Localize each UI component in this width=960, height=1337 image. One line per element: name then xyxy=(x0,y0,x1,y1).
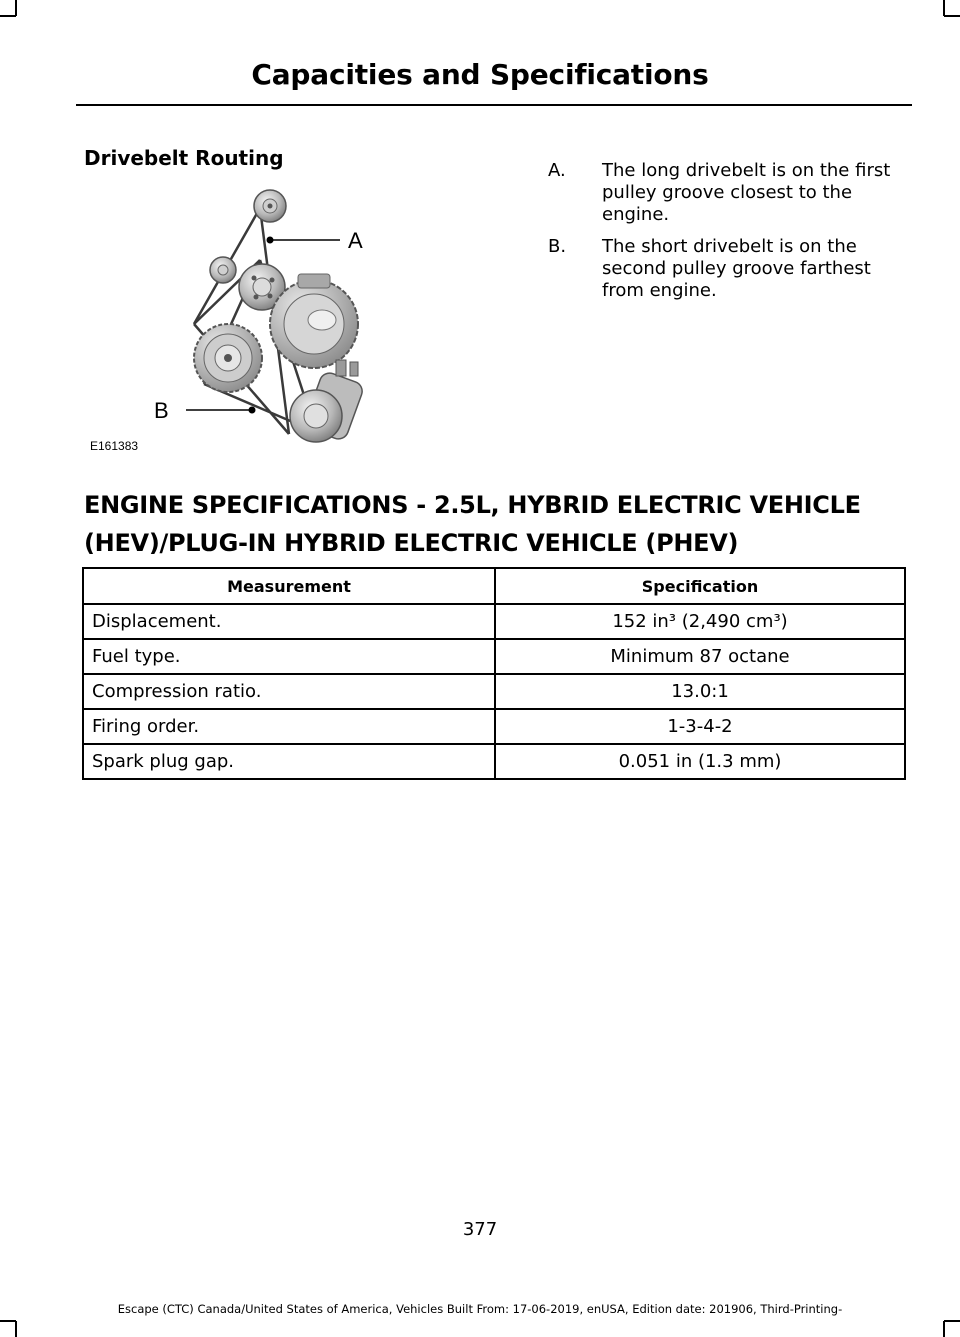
page-title: Capacities and Specifications xyxy=(251,58,709,91)
table-row xyxy=(83,639,905,674)
page-number: 377 xyxy=(462,1219,498,1240)
leader-dot-b xyxy=(249,407,256,414)
table-row xyxy=(83,604,905,639)
drivebelt-diagram xyxy=(84,184,384,456)
callout-item-b xyxy=(548,236,908,302)
crankshaft-pulley xyxy=(194,324,262,392)
footer-text: Escape (CTC) Canada/United States of America, Vehicles Built From: 17-06-2019, enUSA, Edition date: 201906, Third-Printing- xyxy=(117,1302,843,1316)
idler-pulley-top xyxy=(254,190,286,222)
specification-cell: 1-3-4-2 xyxy=(495,709,905,744)
measurement-cell: Spark plug gap. xyxy=(83,744,495,779)
tensioner-pulley xyxy=(210,257,236,283)
header-divider xyxy=(76,104,912,106)
measurement-cell: Firing order. xyxy=(83,709,495,744)
measurement-cell: Displacement. xyxy=(83,604,495,639)
callout-list xyxy=(548,160,908,312)
leader-dot-a xyxy=(267,237,274,244)
drivebelt-heading: Drivebelt Routing xyxy=(84,146,284,170)
crop-mark xyxy=(15,0,17,16)
specification-cell: Minimum 87 octane xyxy=(495,639,905,674)
figure-label-a: A xyxy=(348,228,363,253)
table-row xyxy=(83,709,905,744)
crop-mark xyxy=(943,1321,945,1337)
callout-text: The short drivebelt is on the second pulley groove farthest from engine. xyxy=(602,236,871,301)
crop-mark xyxy=(0,1320,16,1322)
callout-key: B. xyxy=(548,236,567,257)
crop-mark xyxy=(944,15,960,17)
ac-compressor xyxy=(290,360,365,442)
table-row xyxy=(83,744,905,779)
crop-mark xyxy=(943,0,945,16)
callout-text: The long drivebelt is on the first pulley groove closest to the engine. xyxy=(602,160,891,225)
figure-label-b: B xyxy=(154,398,169,423)
engine-specs-heading: ENGINE SPECIFICATIONS - 2.5L, HYBRID ELECTRIC VEHICLE (HEV)/PLUG-IN HYBRID ELECTRIC VEHICLE (PHEV) xyxy=(84,491,861,557)
column-header-measurement: Measurement xyxy=(83,568,495,604)
engine-specs-table xyxy=(82,567,906,780)
measurement-cell: Fuel type. xyxy=(83,639,495,674)
crop-mark xyxy=(944,1320,960,1322)
specification-cell: 0.051 in (1.3 mm) xyxy=(495,744,905,779)
table-header-row xyxy=(83,568,905,604)
table-row xyxy=(83,674,905,709)
crop-mark xyxy=(15,1321,17,1337)
measurement-cell: Compression ratio. xyxy=(83,674,495,709)
specification-cell: 13.0:1 xyxy=(495,674,905,709)
crop-mark xyxy=(0,15,16,17)
column-header-specification: Specification xyxy=(495,568,905,604)
figure-id: E161383 xyxy=(90,439,139,453)
callout-key: A. xyxy=(548,160,566,181)
specification-cell: 152 in³ (2,490 cm³) xyxy=(495,604,905,639)
callout-item-a xyxy=(548,160,908,226)
